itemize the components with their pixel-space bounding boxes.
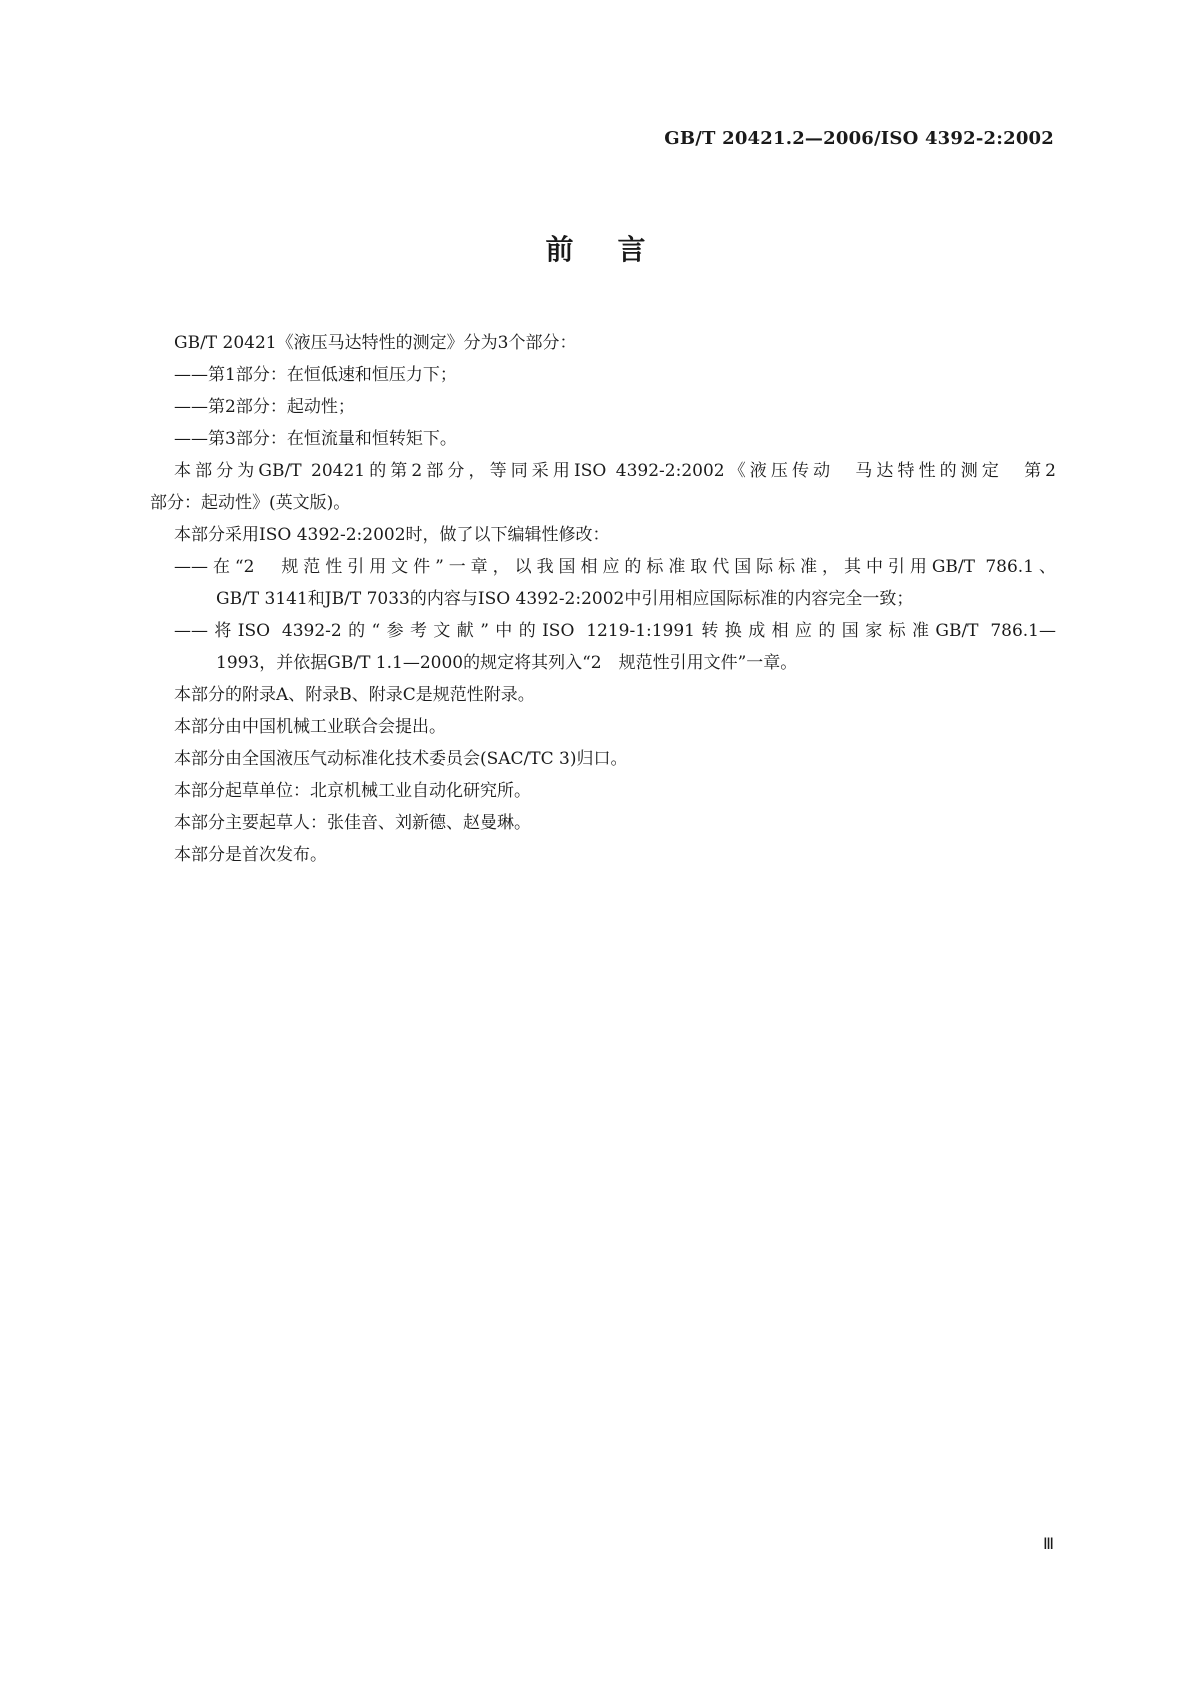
paragraph-parts-intro: GB/T 20421《液压马达特性的测定》分为3个部分： <box>174 333 577 353</box>
standard-number-header: GB/T 20421.2—2006/ISO 4392-2:2002 <box>664 128 1054 149</box>
list-item-part-2: ——第2部分：起动性； <box>174 397 355 417</box>
paragraph-proposed-by: 本部分由中国机械工业联合会提出。 <box>174 717 446 737</box>
list-item-change-1-line-1: ——在“2 规范性引用文件”一章，以我国相应的标准取代国际标准，其中引用GB/T 786.1、 <box>174 557 1056 577</box>
paragraph-annexes: 本部分的附录A、附录B、附录C是规范性附录。 <box>174 685 535 705</box>
paragraph-drafters: 本部分主要起草人：张佳音、刘新德、赵曼琳。 <box>174 813 531 833</box>
list-item-change-2-line-2: 1993，并依据GB/T 1.1—2000的规定将其列入“2 规范性引用文件”一章。 <box>216 653 798 673</box>
list-item-part-3: ——第3部分：在恒流量和恒转矩下。 <box>174 429 457 449</box>
list-item-change-1-line-2: GB/T 3141和JB/T 7033的内容与ISO 4392-2:2002中引用相应国际标准的内容完全一致； <box>216 589 914 609</box>
paragraph-equivalence-line-1: 本部分为GB/T 20421的第2部分，等同采用ISO 4392-2:2002《液压传动 马达特性的测定 第2 <box>174 461 1056 481</box>
paragraph-equivalence-line-2: 部分：起动性》(英文版)。 <box>150 493 351 513</box>
page-title: 前言 <box>545 233 690 266</box>
foreword-body <box>150 327 1056 871</box>
list-item-change-2-line-1: ——将ISO 4392-2的“参考文献”中的ISO 1219-1:1991转换成相应的国家标准GB/T 786.1— <box>174 621 1056 641</box>
paragraph-drafting-unit: 本部分起草单位：北京机械工业自动化研究所。 <box>174 781 531 801</box>
list-item-part-1: ——第1部分：在恒低速和恒压力下； <box>174 365 457 385</box>
paragraph-first-release: 本部分是首次发布。 <box>174 845 327 865</box>
paragraph-editorial-changes: 本部分采用ISO 4392-2:2002时，做了以下编辑性修改： <box>174 525 610 545</box>
page-number: Ⅲ <box>1042 1534 1054 1553</box>
paragraph-committee: 本部分由全国液压气动标准化技术委员会(SAC/TC 3)归口。 <box>174 749 628 769</box>
